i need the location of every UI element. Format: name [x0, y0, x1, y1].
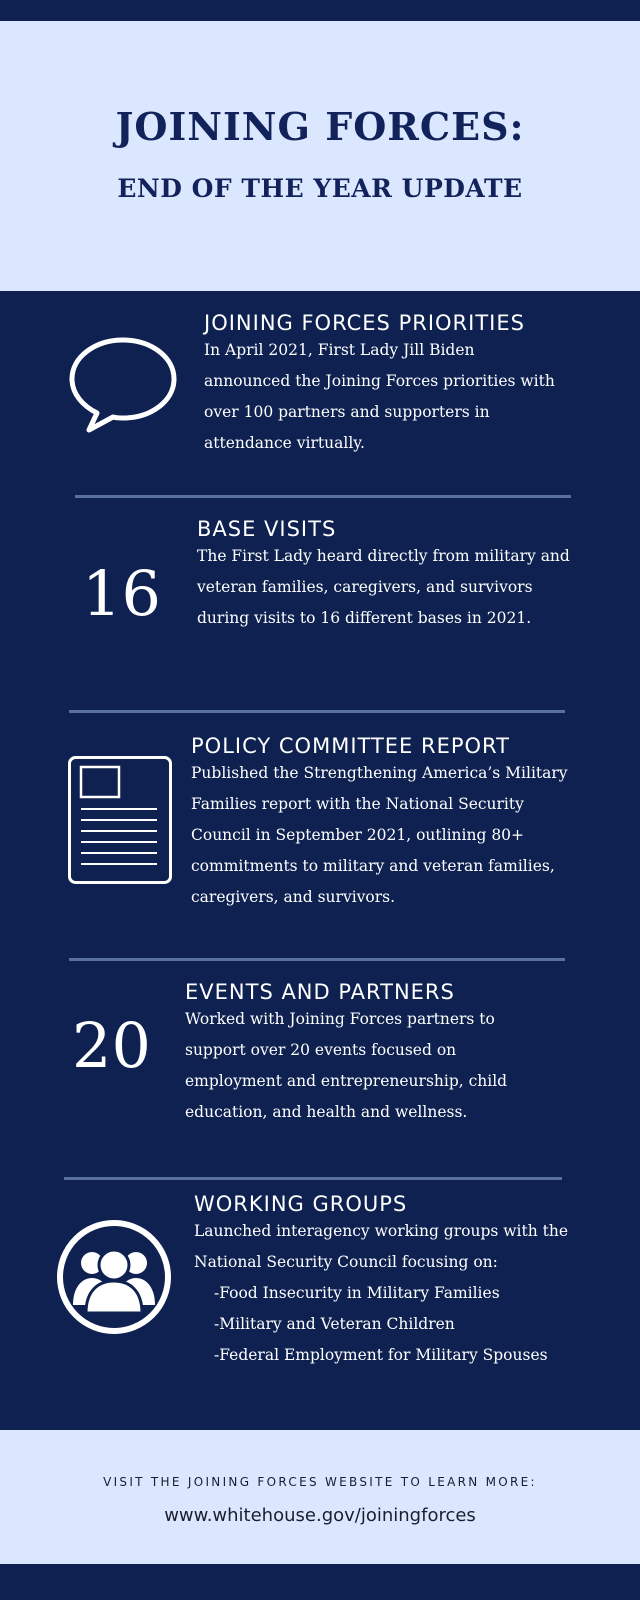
bottom-strip [0, 1564, 640, 1600]
divider [69, 710, 565, 713]
website-link[interactable]: www.whitehouse.gov/joiningforces [164, 1505, 476, 1526]
divider [75, 495, 571, 498]
section-title: EVENTS AND PARTNERS [185, 980, 455, 1004]
top-strip [0, 0, 640, 21]
header-banner [0, 21, 640, 291]
section-body: In April 2021, First Lady Jill Biden announced the Joining Forces priorities with over 100 partners and supporters in attendance virtually. [204, 341, 555, 452]
section-title: POLICY COMMITTEE REPORT [191, 734, 510, 758]
group-icon [56, 1219, 172, 1335]
page-title: JOINING FORCES: [115, 104, 525, 149]
footer-banner [0, 1430, 640, 1564]
big-number: 20 [72, 1009, 151, 1082]
document-icon [67, 755, 173, 885]
section-body: Worked with Joining Forces partners to support over 20 events focused on employment and entrepreneurship, child education, and health and wellness. [185, 1010, 508, 1121]
bullet-list [194, 1278, 594, 1371]
section-title: BASE VISITS [197, 517, 337, 541]
section-body: The First Lady heard directly from military and veteran families, caregivers, and survivors during visits to 16 different bases in 2021. [197, 547, 570, 627]
list-item: -Food Insecurity in Military Families [214, 1284, 500, 1302]
divider [69, 958, 565, 961]
page-subtitle: END OF THE YEAR UPDATE [117, 174, 523, 203]
footer-cta: VISIT THE JOINING FORCES WEBSITE TO LEARN MORE: [103, 1475, 537, 1489]
section-body: Launched interagency working groups with the National Security Council focusing on: [194, 1222, 569, 1271]
divider [64, 1177, 562, 1180]
list-item: -Military and Veteran Children [214, 1315, 455, 1333]
main-panel [0, 291, 640, 1430]
big-number: 16 [82, 557, 161, 630]
section-title: JOINING FORCES PRIORITIES [204, 311, 525, 335]
list-item: -Federal Employment for Military Spouses [214, 1346, 548, 1364]
section-title: WORKING GROUPS [194, 1192, 408, 1216]
section-body: Published the Strengthening America’s Military Families report with the National Security Council in September 2021, outlining 80+ commitments to military and veteran families, caregivers, and survivors. [191, 764, 568, 906]
speech-bubble-icon [67, 334, 179, 434]
